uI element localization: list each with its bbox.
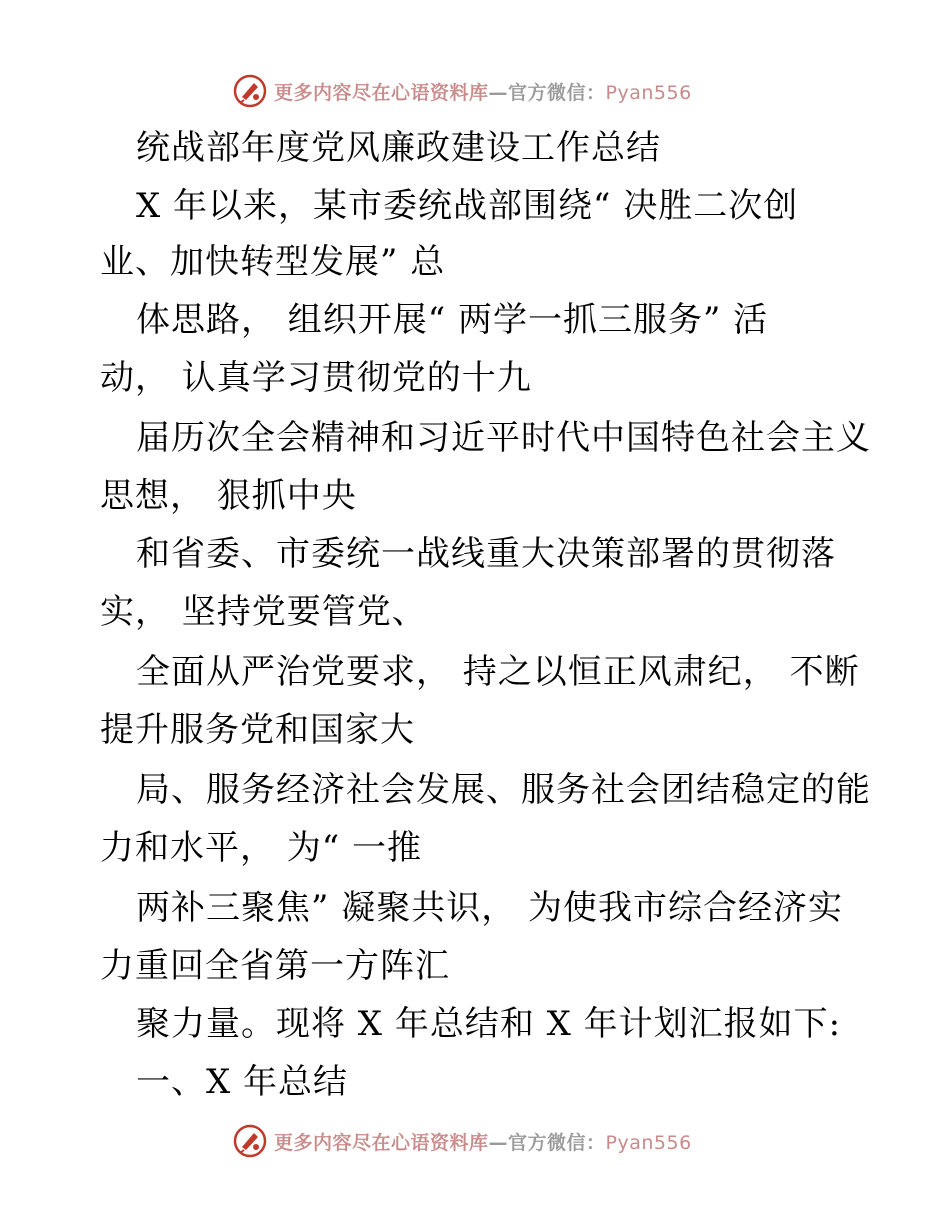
body-line-15: 聚力量。现将 X 年总结和 X 年计划汇报如下: <box>136 1004 842 1044</box>
body-line-4: 动， 认真学习贯彻党的十九 <box>100 358 532 398</box>
header-banner-main: 更多内容尽在心语资料库 <box>274 81 489 104</box>
body-line-13: 两补三聚焦” 凝聚共识， 为使我市综合经济实 <box>136 888 843 928</box>
body-line-6: 思想， 狠抓中央 <box>100 476 357 516</box>
document-title: 统战部年度党风廉政建设工作总结 <box>136 128 661 168</box>
header-banner <box>232 72 692 110</box>
body-line-10: 提升服务党和国家大 <box>100 710 415 750</box>
body-line-2: 业、加快转型发展” 总 <box>100 242 446 282</box>
body-line-11: 局、服务经济社会发展、服务社会团结稳定的能 <box>136 770 871 810</box>
header-banner-id: Pyan556 <box>605 81 692 104</box>
header-banner-text <box>274 78 692 105</box>
footer-banner-sep: —官方微信： <box>488 1131 606 1154</box>
document-feather-logo-icon <box>232 73 268 109</box>
body-line-14: 力重回全省第一方阵汇 <box>100 946 450 986</box>
body-line-8: 实， 坚持党要管党、 <box>100 592 427 632</box>
header-banner-sep: —官方微信： <box>488 81 606 104</box>
document-feather-logo-icon <box>232 1123 268 1159</box>
footer-banner-id: Pyan556 <box>605 1131 692 1154</box>
body-line-7: 和省委、市委统一战线重大决策部署的贯彻落 <box>136 534 836 574</box>
body-line-9: 全面从严治党要求， 持之以恒正风肃纪， 不断 <box>136 652 860 692</box>
body-line-3: 体思路， 组织开展“ 两学一抓三服务” 活 <box>136 300 769 340</box>
footer-banner <box>232 1122 692 1160</box>
footer-banner-main: 更多内容尽在心语资料库 <box>274 1131 489 1154</box>
body-line-1: X 年以来，某市委统战部围绕“ 决胜二次创 <box>136 186 799 226</box>
footer-banner-text <box>274 1128 692 1155</box>
body-line-5: 届历次全会精神和习近平时代中国特色社会主义 <box>136 418 871 458</box>
body-line-12: 力和水平， 为“ 一推 <box>100 828 422 868</box>
section-heading: 一、X 年总结 <box>136 1062 349 1102</box>
